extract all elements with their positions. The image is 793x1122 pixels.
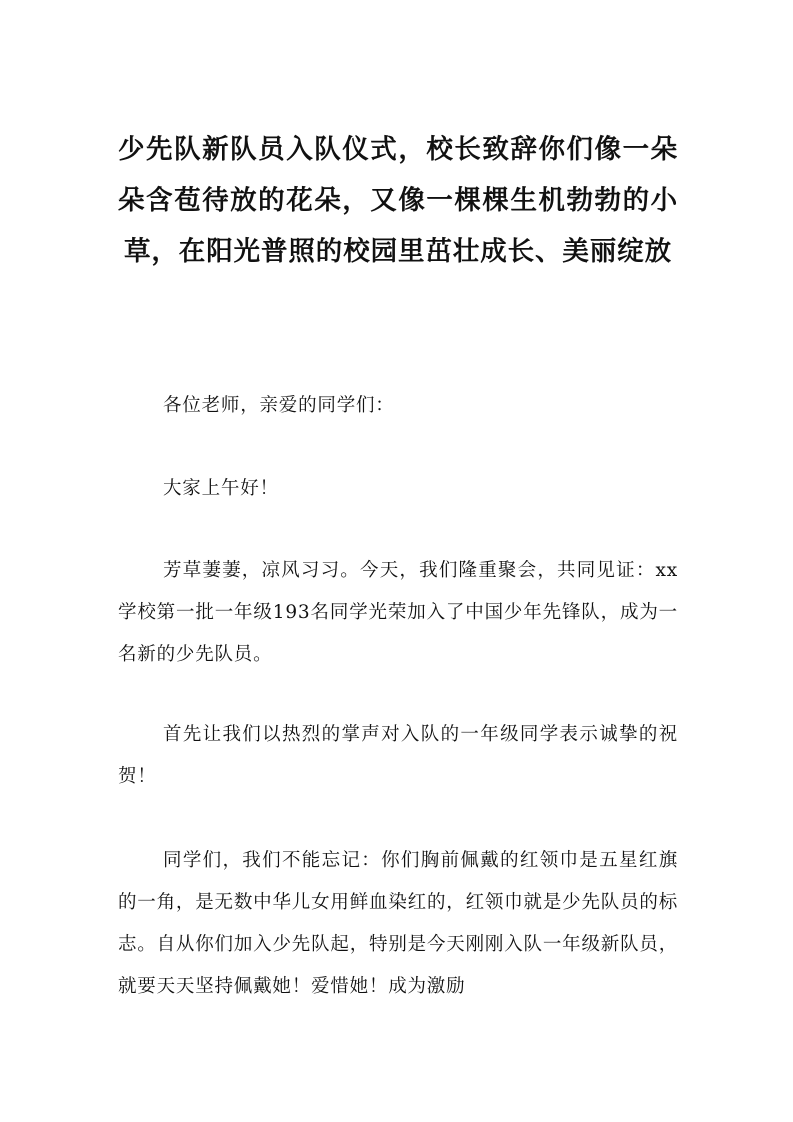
congratulation-paragraph: 首先让我们以热烈的掌声对入队的一年级同学表示诚挚的祝贺！ bbox=[118, 724, 678, 787]
red-scarf-paragraph: 同学们，我们不能忘记：你们胸前佩戴的红领巾是五星红旗的一角，是无数中华儿女用鲜血染红的，红领巾就是少先队员的标志。自从你们加入少先队起，特别是今天刚刚入队一年级新队员，就要天天坚持佩戴她！爱惜她！成为激励 bbox=[118, 850, 678, 997]
salutation-paragraph: 大家上午好！ bbox=[163, 478, 279, 499]
document-title: 少先队新队员入队仪式，校长致辞你们像一朵朵含苞待放的花朵，又像一棵棵生机勃勃的小草，在阳光普照的校园里茁壮成长、美丽绽放 bbox=[118, 134, 678, 267]
greeting-paragraph: 各位老师，亲爱的同学们： bbox=[163, 395, 395, 416]
opening-paragraph: 芳草萋萋，凉风习习。今天，我们隆重聚会，共同见证：xx学校第一批一年级193名同学光荣加入了中国少年先锋队，成为一名新的少先队员。 bbox=[118, 560, 678, 665]
